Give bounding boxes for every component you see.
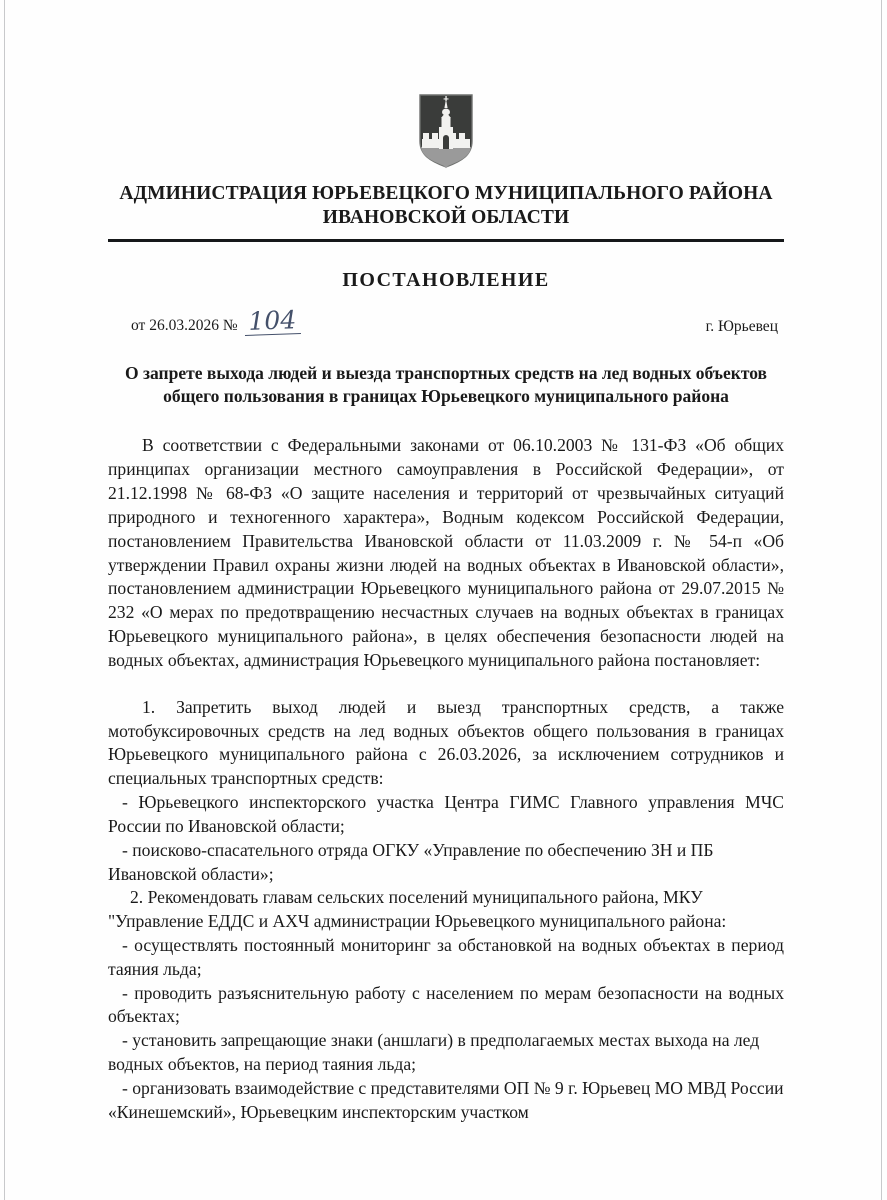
emblem-container [108, 0, 784, 174]
paragraph-item-2-sub-3: - установить запрещающие знаки (аншлаги) в предполагаемых местах выхода на лед водных объектов, на период таяния льда; [108, 1030, 760, 1075]
organization-title-line-2: ИВАНОВСКОЙ ОБЛАСТИ [322, 206, 570, 228]
document-subject: О запрете выхода людей и выезда транспортных средств на лед водных объектов общего пользования в границах Юрьевецкого муниципального района [125, 362, 767, 406]
paragraph-item-2-sub-1: - осуществлять постоянный мониторинг за обстановкой на водных объектах в период таяния льда; [108, 935, 784, 979]
document-meta-row [108, 304, 784, 336]
yuryevets-coat-of-arms-icon [418, 93, 474, 169]
scan-edge-right [881, 0, 882, 1200]
paragraph-item-2-sub-2: - проводить разъяснительную работу с населением по мерам безопасности на водных объектах; [108, 982, 784, 1027]
organization-title [108, 182, 784, 230]
header-divider [108, 239, 784, 242]
document-date-label: от 26.03.2026 № [131, 316, 238, 334]
document-content [108, 0, 784, 1200]
paragraph-item-2-sub-4: - организовать взаимодействие с представителями ОП № 9 г. Юрьевец МО МВД России «Кинешемский», Юрьевецким инспекторским участком [108, 1077, 784, 1122]
scan-edge-left [4, 0, 5, 1200]
paragraph-item-1-sub-1: - Юрьевецкого инспекторского участка Центра ГИМС Главного управления МЧС России по Ивановской области; [108, 792, 784, 836]
paragraph-item-2: 2. Рекомендовать главам сельских поселений муниципального района, МКУ "Управление ЕДДС и АХЧ администрации Юрьевецкого муниципального района: [108, 887, 727, 932]
paragraph-preamble: В соответствии с Федеральными законами от 06.10.2003 № 131-ФЗ «Об общих принципах организации местного самоуправления в Российской Федерации», от 21.12.1998 № 68-ФЗ «О защите населения и территорий от чрезвычайных ситуаций природного и техногенного характера», Водным кодексом Российской Федерации, постановлением Правительства Ивановской области от 11.03.2009 г. № 54-п «Об утверждении Правил охраны жизни людей на водных объектах в Ивановской области», постановлением администрации Юрьевецкого муниципального района от 29.07.2015 № 232 «О мерах по предотвращению несчастных случаев на водных объектах в границах Юрьевецкого муниципального района», в целях обеспечения безопасности людей на водных объектах, администрация Юрьевецкого муниципального района постановляет: [108, 435, 784, 670]
document-date-and-number [131, 304, 300, 336]
paragraph-item-1: 1. Запретить выход людей и выезд транспортных средств, а также мотобуксировочных средств на лед водных объектов общего пользования в границах Юрьевецкого муниципального района с 26.03.2026, за исключением сотрудников и специальных транспортных средств: [108, 696, 784, 789]
paragraph-item-1-sub-2: - поисково-спасательного отряда ОГКУ «Управление по обеспечению ЗН и ПБ Ивановской области»; [108, 839, 714, 884]
document-city: г. Юрьевец [705, 317, 778, 335]
organization-title-line-1: АДМИНИСТРАЦИЯ ЮРЬЕВЕЦКОГО МУНИЦИПАЛЬНОГО РАЙОНА [119, 183, 773, 204]
registration-number-handwritten: 104 [244, 307, 301, 336]
document-body [108, 434, 784, 1124]
document-kind-heading: ПОСТАНОВЛЕНИЕ [342, 268, 550, 291]
